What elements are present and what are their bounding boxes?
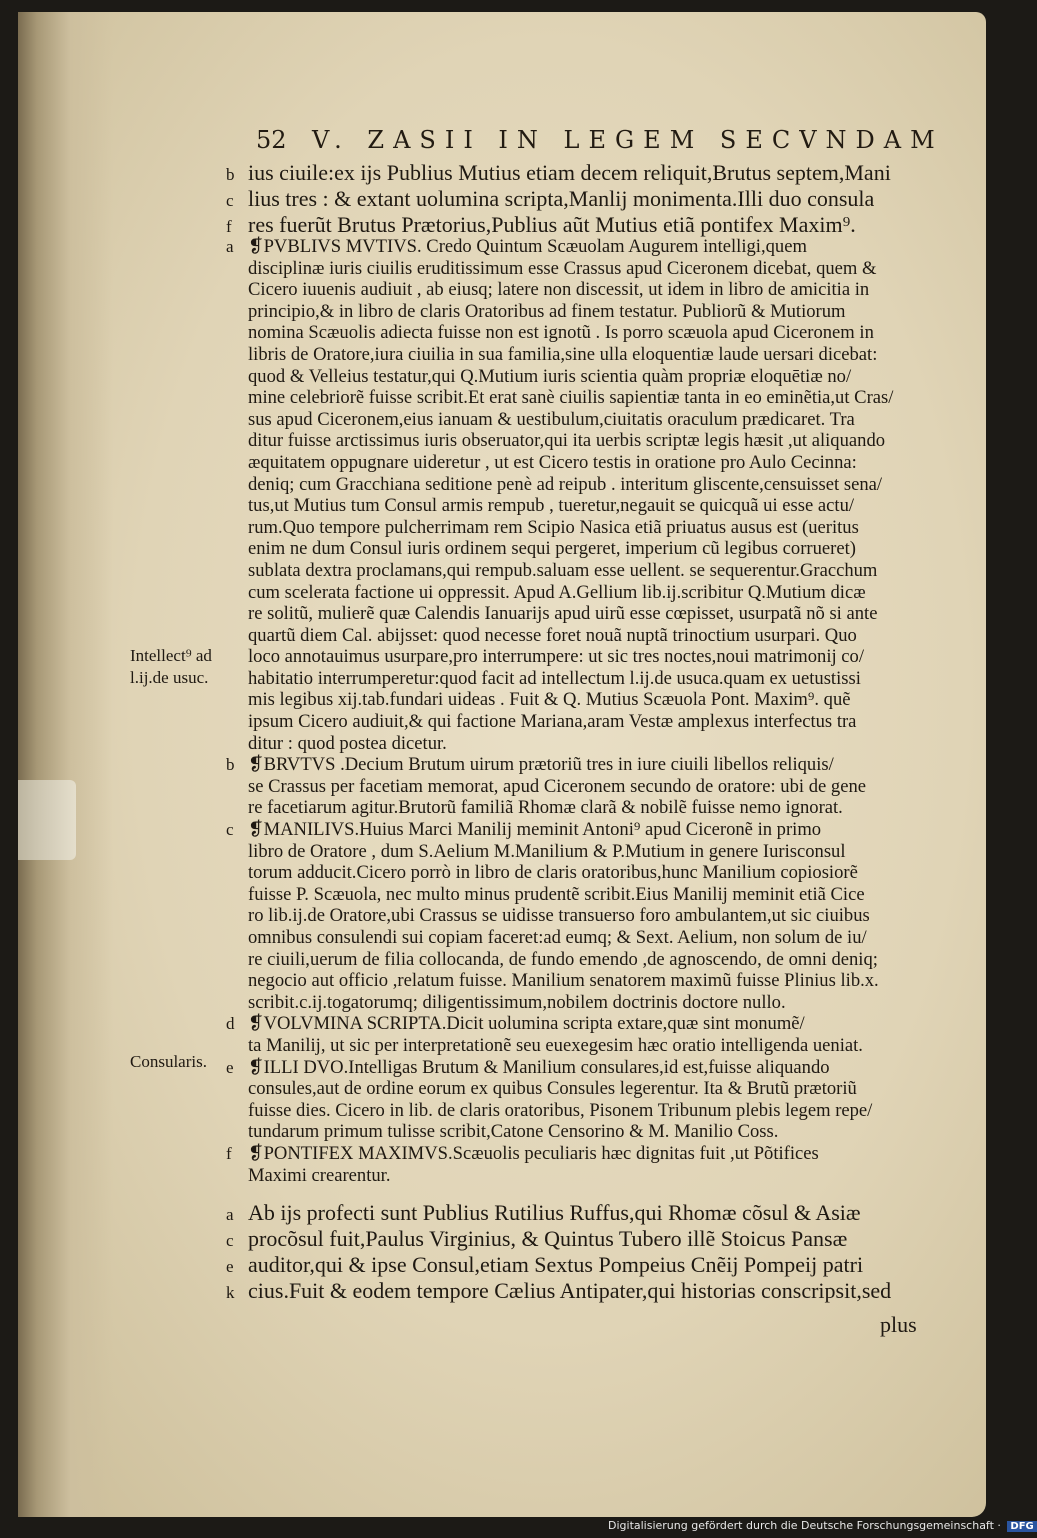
- line-text: mine celebriorẽ fuisse scribit.Et erat sanè ciuilis sapientiæ tanta in eo eminẽtia,ut Cras/: [248, 387, 894, 409]
- line-text: cius.Fuit & eodem tempore Cælius Antipater,qui historias conscripsit,sed: [248, 1278, 892, 1303]
- line-text: re facetiarum agitur.Brutorũ familiã Rhomæ clarã & nobilẽ fuisse nemo ignorat.: [248, 797, 843, 819]
- text-block-1: [226, 162, 926, 240]
- text-line: [226, 1099, 926, 1124]
- text-line: [226, 1228, 926, 1254]
- line-text: nomina Scæuolis adiecta fuisse non est ignotũ . Is porro scæuola apud Ciceronem in: [248, 322, 874, 344]
- page-number: 52: [256, 126, 287, 154]
- line-text: rum.Quo tempore pulcherrimam rem Scipio Nasica etiã priuatus ausus est (ueritus: [248, 516, 859, 538]
- text-line: [226, 389, 926, 411]
- line-text: re ciuili,uerum de filia collocanda, de fundo emendo ,de agnoscendo, de omni deniq;: [248, 948, 878, 970]
- note-key: b: [226, 755, 235, 775]
- line-text: ro lib.ij.de Oratore,ubi Crassus se uidisse transuerso foro ambulantem,ut sic ciuibus: [248, 905, 870, 927]
- line-text: negocio aut officio ,relatum fuisse. Manilium senatorem maximũ fuisse Plinius lib.x.: [248, 970, 879, 992]
- text-line: [226, 257, 926, 282]
- text-line: [226, 929, 926, 951]
- dfg-logo: DFG: [1007, 1521, 1036, 1532]
- line-text: consules,aut de ordine eorum ex quibus Consules legerentur. Ita & Brutũ prætoriũ: [248, 1078, 857, 1100]
- line-text: scribit.c.ij.togatorumq; diligentissimum,nobilem doctrinis doctore nullo.: [248, 991, 786, 1013]
- text-line: [226, 451, 926, 476]
- paper-tab: [18, 780, 76, 860]
- margin-note: Consularis.: [130, 1052, 207, 1071]
- text-line: [226, 1254, 926, 1280]
- line-text: tundarum primum tulisse scribit,Catone Censorino & M. Manilio Coss.: [248, 1121, 779, 1143]
- page-gutter-shadow: [18, 12, 113, 1517]
- line-text: ❡ILLI DVO.Intelligas Brutum & Manilium consulares,id est,fuisse aliquando: [248, 1056, 830, 1078]
- text-line: [226, 473, 926, 498]
- text-line: [226, 756, 926, 778]
- line-text: quartũ diem Cal. abijsset: quod necesse foret nouã nuptã trinoctium usurpari. Quo: [248, 624, 857, 646]
- line-text: auditor,qui & ipse Consul,etiam Sextus Pompeius Cnẽij Pompeij patri: [248, 1252, 864, 1277]
- line-text: Maximi crearentur.: [248, 1164, 391, 1186]
- note-key: d: [226, 1014, 235, 1034]
- running-title: V. ZASII IN LEGEM SECVNDAM: [312, 126, 944, 154]
- line-text: sus apud Ciceronem,eius ianuam & uestibulum,ciuitatis oraculum prædicaret. Tra: [248, 408, 855, 430]
- line-text: libro de Oratore , dum S.Aelium M.Manilium & P.Mutium in genere Iurisconsul: [248, 840, 846, 862]
- text-line: [226, 691, 926, 713]
- line-text: ❡PVBLIVS MVTIVS. Credo Quintum Scæuolam Augurem intelligi,quem: [248, 236, 807, 257]
- book-page: [18, 12, 986, 1517]
- text-block-2: [226, 1202, 926, 1306]
- text-line: [226, 605, 926, 627]
- text-line: [226, 300, 926, 325]
- line-text: ditur fuisse arctissimus iuris obseruator,qui ita uerbis scriptæ legis hæsit ,ut aliquando: [248, 430, 886, 452]
- footer-credit: [608, 1519, 1037, 1532]
- line-text: principio,& in libro de claris Oratoribus ad finem testatur. Publiorũ & Mutiorum: [248, 300, 846, 322]
- line-text: habitatio interrumperetur:quod facit ad intellectum l.ij.de usuca.quam ex uetustissi: [248, 667, 861, 689]
- line-text: lius tres : & extant uolumina scripta,Manlij monimenta.Illi duo consula: [248, 186, 875, 211]
- text-line: [226, 343, 926, 368]
- note-key: a: [226, 237, 234, 256]
- margin-note: l.ij.de usuc.: [130, 668, 209, 687]
- text-line: [226, 432, 926, 454]
- text-line: [226, 907, 926, 929]
- line-text: Cicero iuuenis audiuit , ab eiusq; latere non discessit, ut idem in libro de amicitia in: [248, 279, 870, 301]
- line-text: ius ciuile:ex ijs Publius Mutius etiam decem reliquit,Brutus septem,Mani: [248, 160, 891, 185]
- line-text: loco annotauimus usurpare,pro interrumpere: ut sic tres noctes,noui matrimonij co/: [248, 646, 865, 668]
- line-text: sublata dextra proclamans,qui rempub.saluam esse uellent. se sequerentur.Gracchum: [248, 559, 878, 581]
- note-key: e: [226, 1057, 234, 1077]
- text-line: [226, 581, 926, 606]
- text-line: [226, 821, 926, 843]
- text-line: [226, 497, 926, 519]
- text-line: [226, 948, 926, 973]
- line-text: omnibus consulendi sui copiam faceret:ad eumq; & Sext. Aelium, non solum de iu/: [248, 927, 867, 948]
- text-line: [226, 281, 926, 303]
- text-line: [226, 713, 926, 735]
- text-line: [226, 540, 926, 562]
- text-line: [226, 238, 926, 260]
- text-line: [226, 732, 926, 757]
- note-key: a: [226, 1205, 234, 1224]
- line-text: ipsum Cicero audiuit,& qui factione Mariana,aram Vestæ amplexus interfectus tra: [248, 711, 857, 733]
- note-key: b: [226, 165, 235, 184]
- page-header: [256, 126, 944, 158]
- line-text: mis legibus xij.tab.fundari uideas . Fuit & Q. Mutius Scæuola Pont. Maxim⁹. quẽ: [248, 689, 851, 711]
- line-text: libris de Oratore,iura ciuilia in sua familia,sine ulla eloquentiæ laude uersari dicebat:: [248, 343, 878, 365]
- text-line: [226, 162, 926, 188]
- text-line: [226, 775, 926, 800]
- footer-text: Digitalisierung gefördert durch die Deutsche Forschungsgemeinschaft ·: [608, 1519, 1001, 1532]
- text-line: [226, 408, 926, 433]
- text-line: [226, 799, 926, 821]
- line-text: ❡PONTIFEX MAXIMVS.Scæuolis peculiaris hæc dignitas fuit ,ut Põtifices: [248, 1142, 819, 1164]
- note-key: c: [226, 1231, 234, 1250]
- line-text: cum scelerata factione ui oppressit. Apud A.Gellium lib.ij.scribitur Q.Mutium dicæ: [248, 581, 866, 603]
- text-line: [226, 559, 926, 584]
- text-line: [226, 840, 926, 865]
- line-text: torum adducit.Cicero porrò in libro de claris oratoribus,hunc Manilium copiosiorẽ: [248, 862, 858, 884]
- note-key: c: [226, 191, 234, 210]
- text-line: [226, 1123, 926, 1145]
- line-text: deniq; cum Gracchiana seditione penè ad reipub . interitum gliscente,censuisset sena/: [248, 473, 883, 495]
- line-text: disciplinæ iuris ciuilis eruditissimum esse Crassus apud Ciceronem dicebat, quem &: [248, 257, 877, 279]
- text-line: [226, 883, 926, 908]
- note-key: c: [226, 820, 234, 840]
- line-text: ta Manilij, ut sic per interpretationẽ seu euexegesim hæc oratio intelligenda ueniat.: [248, 1034, 863, 1056]
- text-line: [226, 972, 926, 994]
- line-text: Ab ijs profecti sunt Publius Rutilius Ruffus,qui Rhomæ cõsul & Asiæ: [248, 1200, 861, 1225]
- line-text: fuisse dies. Cicero in lib. de claris oratoribus, Pisonem Tribunum plebis legem repe/: [248, 1099, 873, 1121]
- text-line: [226, 1080, 926, 1102]
- line-text: res fuerũt Brutus Prætorius,Publius aũt Mutius etiã pontifex Maxim⁹.: [248, 212, 856, 237]
- note-key: k: [226, 1283, 235, 1302]
- note-key: e: [226, 1257, 234, 1276]
- line-text: ❡VOLVMINA SCRIPTA.Dicit uolumina scripta extare,quæ sint monumẽ/: [248, 1013, 805, 1035]
- text-line: [226, 324, 926, 346]
- line-text: ❡BRVTVS .Decium Brutum uirum prætoriũ tres in iure ciuili libellos reliquis/: [248, 754, 834, 776]
- margin-note: Intellect⁹ ad: [130, 646, 212, 665]
- line-text: ❡MANILIVS.Huius Marci Manilij meminit Antoni⁹ apud Ciceronẽ in primo: [248, 819, 822, 841]
- text-line: [226, 667, 926, 692]
- line-text: enim ne dum Consul iuris ordinem sequi pergeret, imperium cũ legibus corrueret): [248, 538, 856, 560]
- text-line: [226, 1164, 926, 1189]
- text-line: [226, 624, 926, 649]
- text-line: [226, 188, 926, 214]
- text-line: [226, 1015, 926, 1037]
- line-text: re solitũ, mulierẽ quæ Calendis Ianuarijs apud uirũ esse cœpisset, usurpatã nõ si ante: [248, 603, 878, 625]
- catchword: plus: [880, 1312, 917, 1337]
- text-line: [226, 1034, 926, 1059]
- commentary-block: [226, 238, 926, 1188]
- text-line: [226, 1056, 926, 1081]
- line-text: quod & Velleius testatur,qui Q.Mutium iuris scientia quàm propriæ eloquētiæ no/: [248, 365, 852, 387]
- text-line: [226, 1202, 926, 1228]
- text-line: [226, 1142, 926, 1167]
- note-key: f: [226, 217, 232, 236]
- line-text: æquitatem oppugnare uideretur , ut est Cicero testis in oratione pro Aulo Cecinna:: [248, 451, 857, 473]
- line-text: se Crassus per facetiam memorat, apud Ciceronem secundo de oratore: ubi de gene: [248, 775, 867, 797]
- note-key: f: [226, 1143, 232, 1163]
- text-line: [226, 365, 926, 390]
- text-line: [226, 864, 926, 886]
- line-text: fuisse P. Scæuola, nec multo minus prudentẽ scribit.Eius Manilij meminit etiã Cice: [248, 883, 865, 905]
- text-line: [226, 516, 926, 541]
- line-text: ditur : quod postea dicetur.: [248, 732, 447, 754]
- text-line: [226, 648, 926, 670]
- line-text: tus,ut Mutius tum Consul armis rempub , tueretur,negauit se quicquã ui esse actu/: [248, 495, 855, 517]
- text-line: [226, 1280, 926, 1306]
- line-text: procõsul fuit,Paulus Virginius, & Quintus Tubero illẽ Stoicus Pansæ: [248, 1226, 848, 1251]
